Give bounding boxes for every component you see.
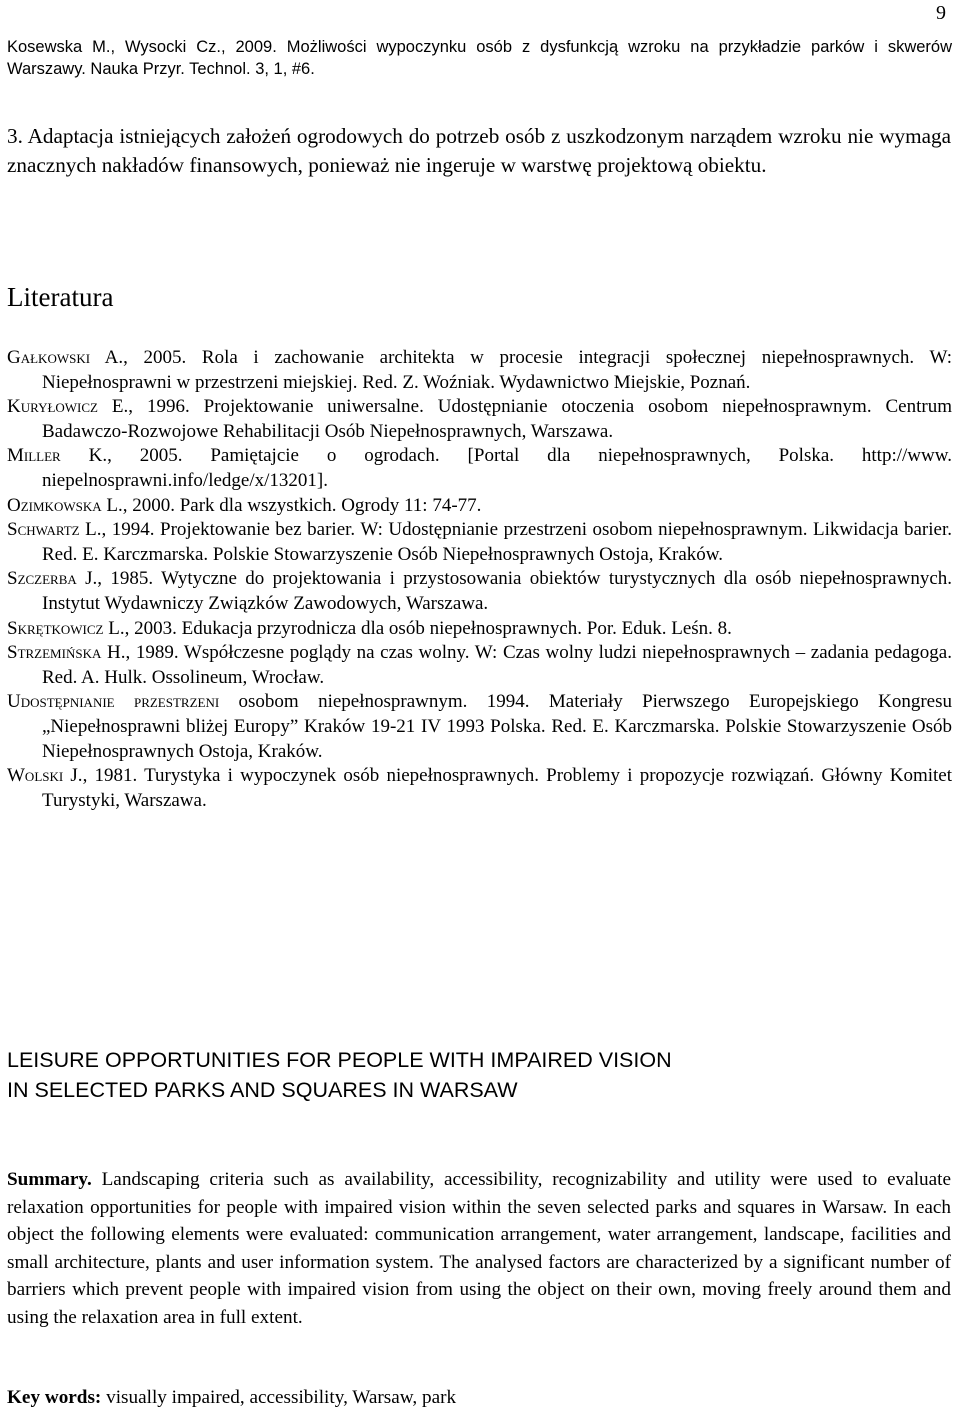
page-number: 9 xyxy=(936,2,946,24)
reference-author: Schwartz L. xyxy=(7,519,102,541)
reference-author: Udostępnianie przestrzeni xyxy=(7,691,220,713)
reference-author: Skrętkowicz L. xyxy=(7,617,125,639)
header-line-1: Kosewska M., Wysocki Cz., 2009. Możliwości wypoczynku osób z dysfunkcją wzroku na przykładzie parków xyxy=(7,38,865,56)
reference-item xyxy=(7,518,952,567)
reference-item xyxy=(7,617,952,642)
keywords-text: visually impaired, accessibility, Warsaw, park xyxy=(101,1387,457,1408)
summary-paragraph xyxy=(7,1166,951,1332)
reference-item xyxy=(7,494,952,519)
reference-details: , 2000. Park dla wszystkich. Ogrody 11: 74-77. xyxy=(122,494,482,516)
reference-author: Miller K. xyxy=(7,445,108,467)
reference-item xyxy=(7,690,952,764)
reference-details: , 2005. Pamiętajcie o ogrodach. [Portal dla niepełnosprawnych, Polska. http://www. niepelnosprawni.info/ledge/x/13201]. xyxy=(42,445,952,491)
point-text: Adaptacja istniejących założeń ogrodowych do potrzeb osób z uszkodzonym narządem wzroku nie wymaga znacznych nakładów finansowych, ponieważ nie ingeruje w warstwę projektową obiektu. xyxy=(7,124,951,177)
conclusion-point-3 xyxy=(7,122,951,180)
reference-author: Ozimkowska L. xyxy=(7,494,123,516)
reference-item xyxy=(7,764,952,813)
point-number: 3. xyxy=(7,124,23,148)
reference-details: , 1994. Projektowanie bez barier. W: Udostępnianie przestrzeni osobom niepełnosprawnym. Likwidacja barier. Red. E. Karczmarska. Polskie Stowarzyszenie Osób Niepełnosprawnych Ostoja, Kraków. xyxy=(42,519,952,565)
reference-item xyxy=(7,641,952,690)
english-title xyxy=(7,1045,952,1105)
reference-item xyxy=(7,395,952,444)
reference-item xyxy=(7,346,952,395)
header-line-2: i skwerów Warszawy. Nauka Przyr. Technol. 3, 1, #6. xyxy=(7,38,952,78)
literature-heading: Literatura xyxy=(7,282,114,312)
english-title-line-1: LEISURE OPPORTUNITIES FOR PEOPLE WITH IMPAIRED VISION xyxy=(7,1048,672,1072)
reference-details: , 1989. Współczesne poglądy na czas wolny. W: Czas wolny ludzi niepełnosprawnych – zadania pedagoga. Red. A. Hulk. Ossolineum, Wrocław. xyxy=(42,642,952,688)
reference-details: , 1981. Turystyka i wypoczynek osób niepełnosprawnych. Problemy i propozycje rozwiązań. Główny Komitet Turystyki, Warszawa. xyxy=(42,765,953,811)
reference-list xyxy=(7,346,952,813)
reference-details: , 2005. Rola i zachowanie architekta w procesie integracji społecznej niepełnosprawnych. W: Niepełnosprawni w przestrzeni miejskiej. Red. Z. Woźniak. Wydawnictwo Miejskie, Poznań. xyxy=(42,347,952,393)
reference-author: Gałkowski A. xyxy=(7,347,124,368)
summary-label: Summary. xyxy=(7,1169,92,1190)
summary-text: Landscaping criteria such as availability, accessibility, recognizability and utility were used to evaluate relaxation opportunities for people with impaired vision within the seven selected parks and squares in Warsaw. In each object the following elements were evaluated: communication arrangement, water arrangement, landscape, facilities and small architecture, plants and user information system. The analysed factors are characterized by a significant number of barriers which prevent people with impaired vision from using the object on their own, moving freely around them and using the relaxation area in full extent. xyxy=(7,1169,951,1328)
reference-item xyxy=(7,444,952,493)
english-title-line-2: IN SELECTED PARKS AND SQUARES IN WARSAW xyxy=(7,1078,518,1102)
reference-author: Wolski J. xyxy=(7,765,83,787)
keywords-line xyxy=(7,1384,951,1411)
reference-details: , 1996. Projektowanie uniwersalne. Udostępnianie otoczenia osobom niepełnosprawnym. Centrum Badawczo-Rozwojowe Rehabilitacji Osób Niepełnosprawnych, Warszawa. xyxy=(42,396,952,442)
keywords-label: Key words: xyxy=(7,1387,102,1408)
running-header xyxy=(7,36,952,80)
reference-author: Kuryłowicz E. xyxy=(7,396,129,418)
reference-details: , 1985. Wytyczne do projektowania i przystosowania obiektów turystycznych dla osób niepełnosprawnych. Instytut Wydawniczy Związków Zawodowych, Warszawa. xyxy=(42,568,953,614)
reference-details: osobom niepełnosprawnym. 1994. Materiały Pierwszego Europejskiego Kongresu „Niepełnosprawni bliżej Europy” Kraków 19-21 IV 1993 Polska. Red. E. Karczmarska. Polskie Stowarzyszenie Osób Niepełnosprawnych Ostoja, Kraków. xyxy=(42,691,952,762)
reference-details: , 2003. Edukacja przyrodnicza dla osób niepełnosprawnych. Por. Eduk. Leśn. 8. xyxy=(124,617,732,639)
reference-author: Szczerba J. xyxy=(7,568,98,590)
reference-author: Strzemińska H. xyxy=(7,642,126,664)
reference-item xyxy=(7,567,952,616)
